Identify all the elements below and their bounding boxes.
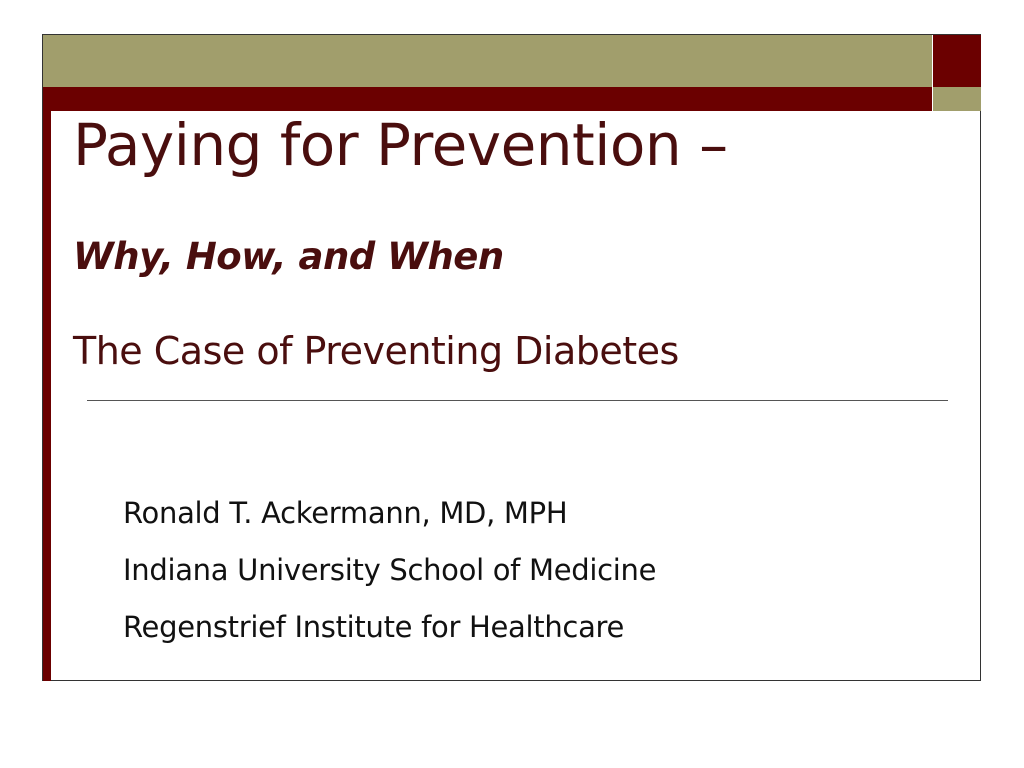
author-list	[123, 485, 656, 656]
slide-subtitle: The Case of Preventing Diabetes	[73, 329, 679, 373]
divider-line	[87, 400, 948, 401]
header-corner-maroon	[933, 35, 981, 87]
header-corner-olive	[933, 87, 981, 111]
author-affiliation: Indiana University School of Medicine	[123, 553, 657, 587]
slide-subtitle-italic: Why, How, and When	[73, 235, 504, 278]
author-name: Ronald T. Ackermann, MD, MPH	[123, 496, 568, 530]
slide-title: Paying for Prevention –	[73, 111, 728, 179]
author-affiliation: Regenstrief Institute for Healthcare	[123, 610, 625, 644]
slide	[42, 34, 981, 681]
left-accent-bar	[43, 111, 51, 681]
header-band-olive	[43, 35, 932, 87]
